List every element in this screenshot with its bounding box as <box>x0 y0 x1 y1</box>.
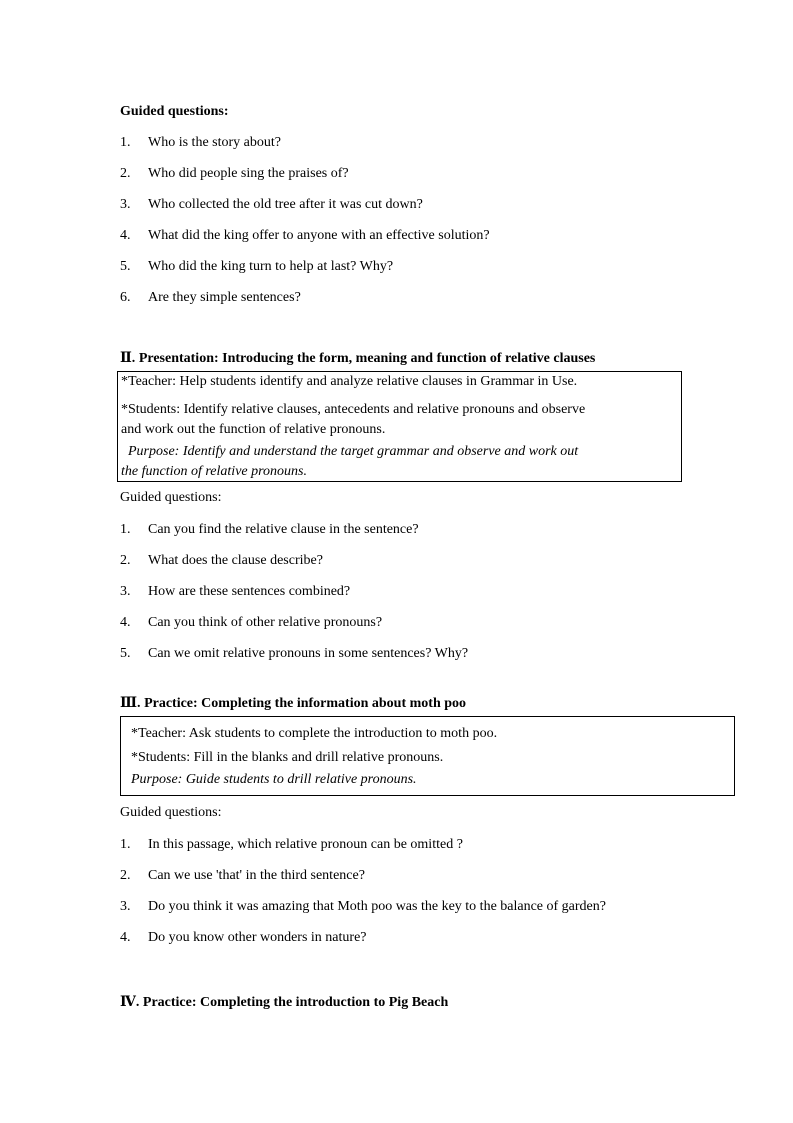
question-text: In this passage, which relative pronoun can be omitted ? <box>148 837 463 852</box>
teacher-line: *Teacher: Ask students to complete the introduction to moth poo. <box>131 726 498 741</box>
question-text: Can you find the relative clause in the sentence? <box>148 522 419 537</box>
question-text: What did the king offer to anyone with an effective solution? <box>148 228 490 243</box>
teaching-activity-box <box>117 371 682 482</box>
question-text: Can we omit relative pronouns in some sentences? Why? <box>148 646 469 661</box>
list-number: 3. <box>120 197 131 212</box>
question-text: What does the clause describe? <box>148 553 323 568</box>
list-number: 4. <box>120 615 131 630</box>
list-number: 2. <box>120 868 131 883</box>
list-number: 1. <box>120 837 131 852</box>
section-numeral: Ⅲ. <box>120 696 141 711</box>
students-line-continued: and work out the function of relative pronouns. <box>121 422 386 437</box>
list-number: 2. <box>120 166 131 181</box>
list-number: 5. <box>120 646 131 661</box>
teacher-line: *Teacher: Help students identify and analyze relative clauses in Grammar in Use. <box>121 374 578 389</box>
purpose-line: Purpose: Guide students to drill relative pronouns. <box>131 772 417 787</box>
list-number: 2. <box>120 553 131 568</box>
question-text: Do you think it was amazing that Moth poo was the key to the balance of garden? <box>148 899 606 914</box>
students-line: *Students: Identify relative clauses, antecedents and relative pronouns and observe <box>121 402 586 417</box>
list-number: 5. <box>120 259 131 274</box>
section-title: Practice: Completing the information about moth poo <box>140 696 467 711</box>
section-title: Presentation: Introducing the form, meaning and function of relative clauses <box>135 351 596 366</box>
list-number: 1. <box>120 135 131 150</box>
teaching-activity-box <box>120 716 735 796</box>
purpose-line-continued: the function of relative pronouns. <box>121 464 307 479</box>
section-title: Practice: Completing the introduction to Pig Beach <box>139 995 449 1010</box>
list-number: 3. <box>120 899 131 914</box>
section-heading-pig-beach <box>120 994 448 1011</box>
question-text: Are they simple sentences? <box>148 290 301 305</box>
list-number: 3. <box>120 584 131 599</box>
question-text: Can you think of other relative pronouns? <box>148 615 383 630</box>
list-number: 4. <box>120 930 131 945</box>
students-line: *Students: Fill in the blanks and drill relative pronouns. <box>131 750 444 765</box>
question-text: Who is the story about? <box>148 135 281 150</box>
question-text: Can we use 'that' in the third sentence? <box>148 868 365 883</box>
section-numeral: Ⅱ. <box>120 351 136 366</box>
question-text: Who did people sing the praises of? <box>148 166 349 181</box>
purpose-line: Purpose: Identify and understand the target grammar and observe and work out <box>121 444 579 459</box>
list-number: 1. <box>120 522 131 537</box>
guided-questions-heading: Guided questions: <box>120 104 229 119</box>
list-number: 4. <box>120 228 131 243</box>
question-text: Who did the king turn to help at last? Why? <box>148 259 394 274</box>
section-numeral: Ⅳ. <box>120 995 140 1010</box>
section-heading-presentation <box>120 350 595 367</box>
list-number: 6. <box>120 290 131 305</box>
section-heading-practice-moth-poo <box>120 695 466 712</box>
question-text: How are these sentences combined? <box>148 584 351 599</box>
guided-questions-heading: Guided questions: <box>120 490 222 505</box>
question-text: Who collected the old tree after it was cut down? <box>148 197 423 212</box>
guided-questions-heading: Guided questions: <box>120 805 222 820</box>
question-text: Do you know other wonders in nature? <box>148 930 367 945</box>
